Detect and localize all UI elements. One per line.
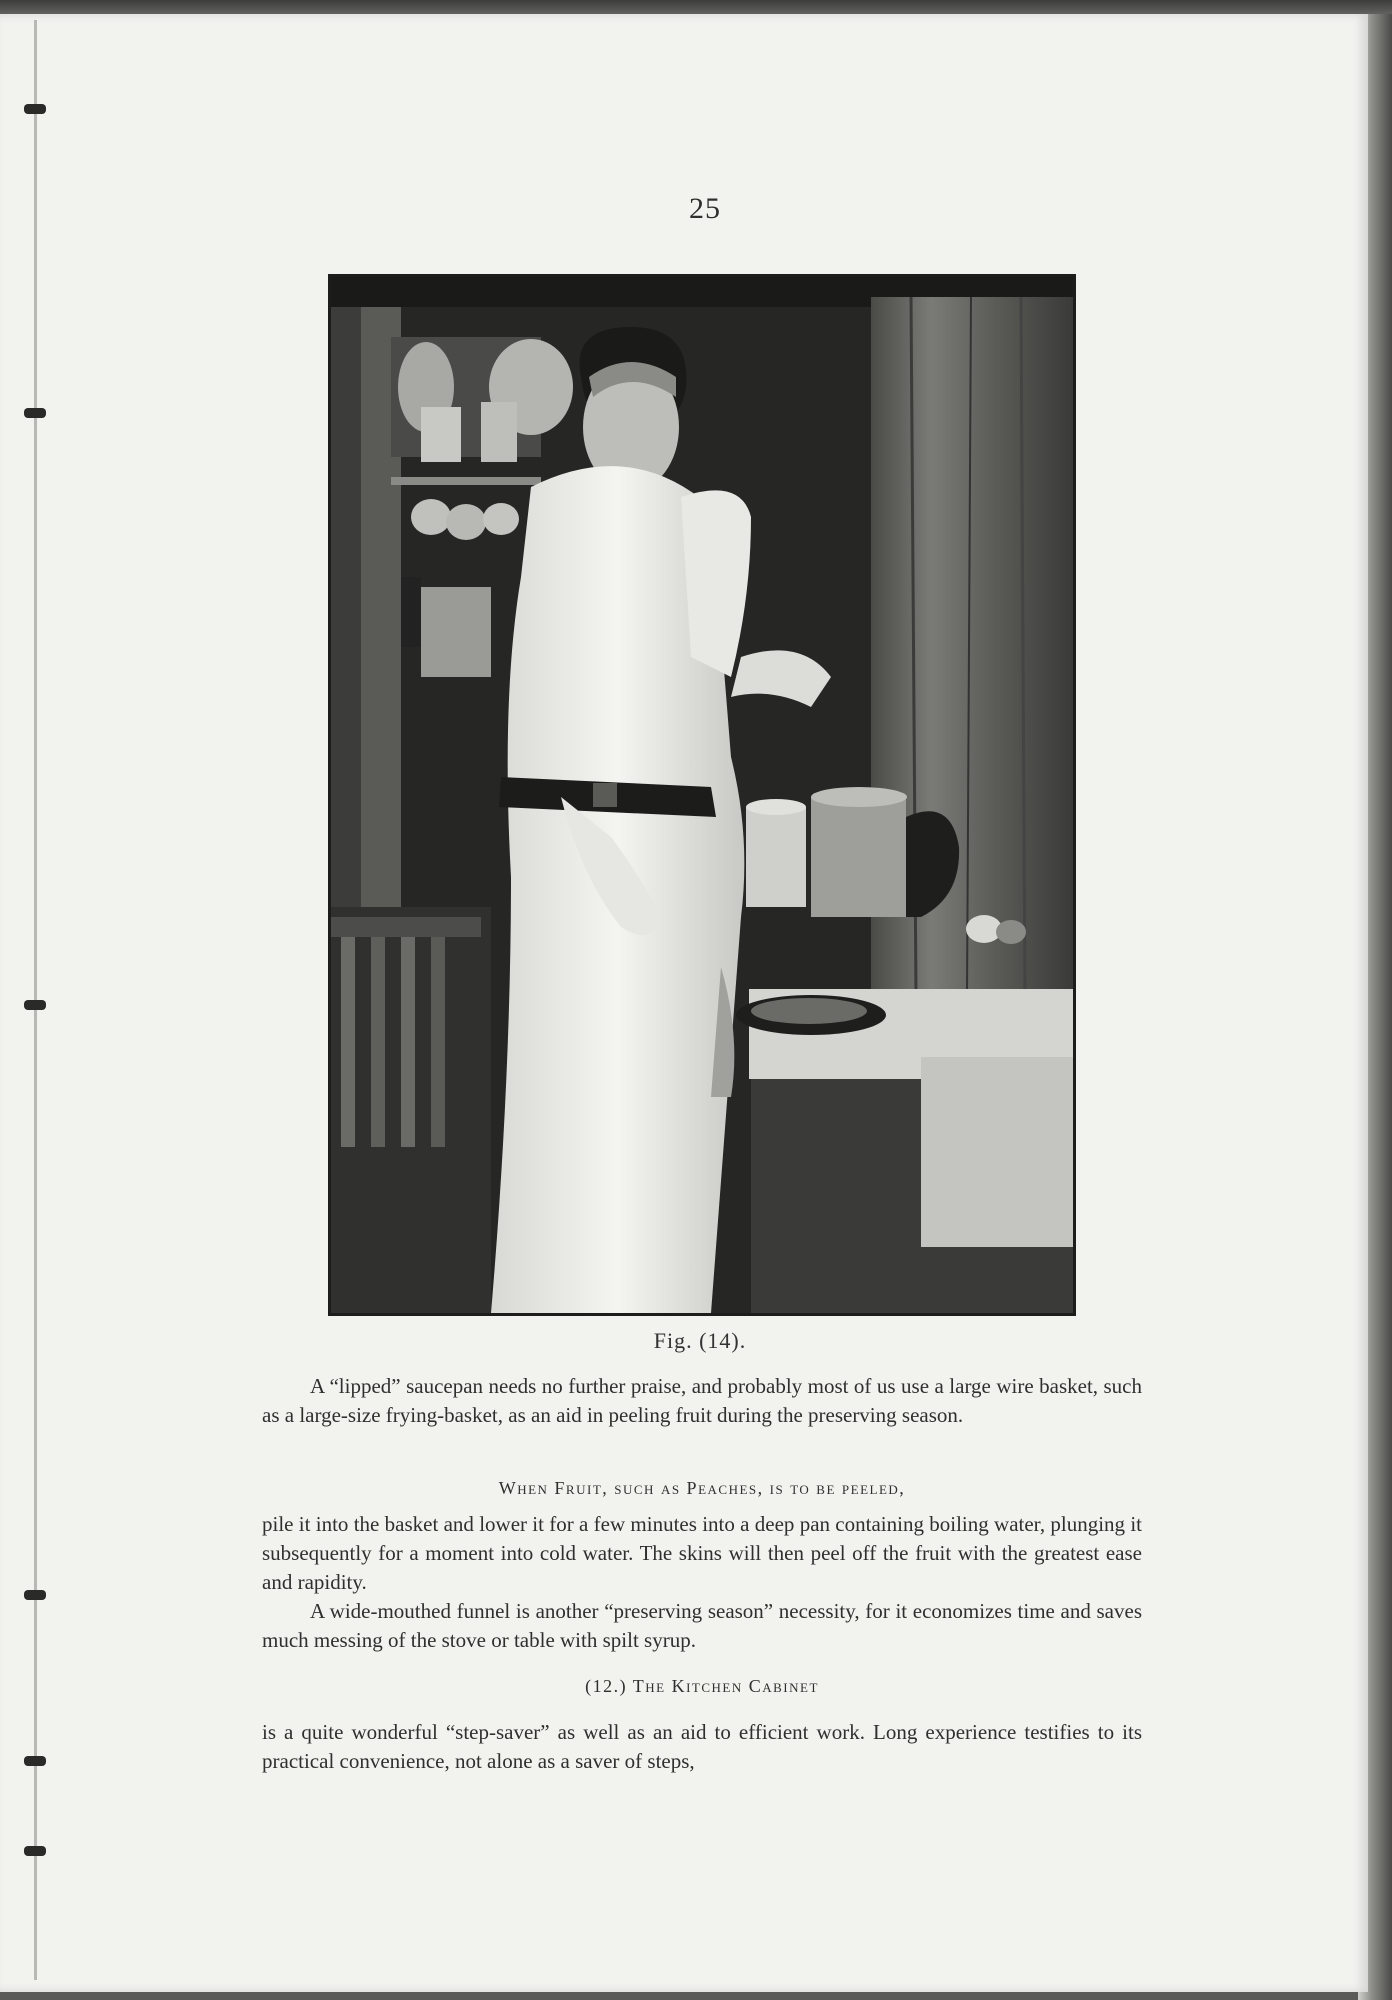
- binding-stitch-mark: [24, 1000, 46, 1010]
- figure-photograph: [328, 274, 1076, 1316]
- section-heading-kitchen-cabinet: (12.) The Kitchen Cabinet: [585, 1676, 819, 1696]
- paragraph-kitchen-cabinet: [262, 1718, 1142, 1776]
- binding-stitch-mark: [24, 1846, 46, 1856]
- binding-stitch-mark: [24, 1590, 46, 1600]
- binding-stitch-mark: [24, 1756, 46, 1766]
- paragraph-lipped-saucepan: [262, 1372, 1142, 1430]
- binding-stitch-mark: [24, 408, 46, 418]
- section-heading-peeling-fruit: When Fruit, such as Peaches, is to be peeled,: [498, 1478, 906, 1498]
- paragraph-text: A “lipped” saucepan needs no further praise, and probably most of us use a large wire basket, such as a large-size frying-basket, as an aid in peeling fruit during the preserving season.: [262, 1374, 1142, 1427]
- paragraph-text: pile it into the basket and lower it for a few minutes into a deep pan containing boiling water, plunging it subsequently for a moment into cold water. The skins will then peel off the fruit with the greatest ease and rapidity.: [262, 1512, 1142, 1594]
- binding-stitch-mark: [24, 104, 46, 114]
- photo-woman-preserving-fruit: [331, 277, 1073, 1313]
- paragraph-text: is a quite wonderful “step-saver” as well as an aid to efficient work. Long experience testifies to its practical convenience, not alone as a saver of steps,: [262, 1720, 1142, 1773]
- page-number: 25: [689, 192, 721, 225]
- paragraph-funnel: A wide-mouthed funnel is another “preserving season” necessity, for it economizes time and saves much messing of the stove or table with spilt syrup.: [262, 1599, 1142, 1652]
- paragraph-peeling-instructions: [262, 1510, 1142, 1655]
- figure-caption: Fig. (14).: [653, 1328, 747, 1353]
